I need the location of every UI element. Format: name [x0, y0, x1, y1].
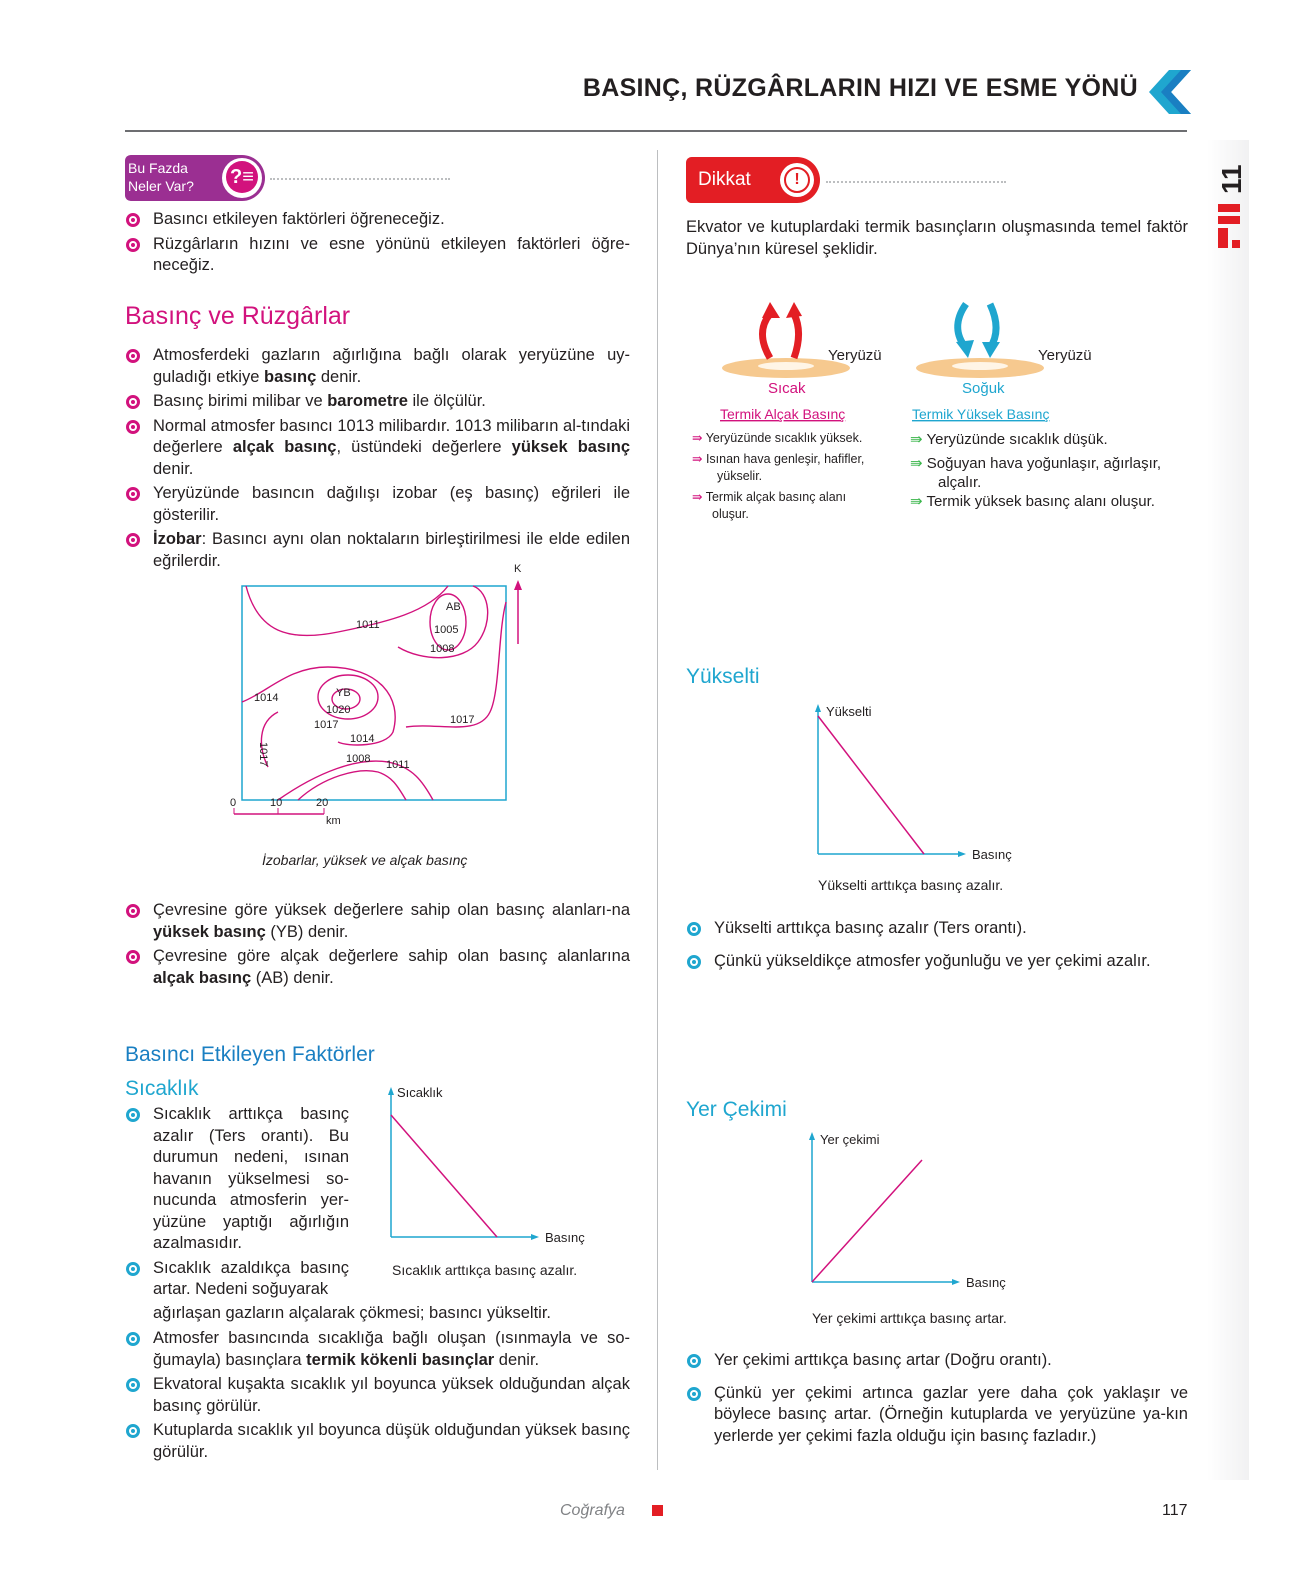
y-axis-label: Sıcaklık	[397, 1085, 443, 1100]
list-item: Basınç birimi milibar ve barometre ile ölçülür.	[125, 391, 630, 413]
arrow-icon: ⇛	[692, 452, 706, 466]
badge-line1: Bu Fazda	[128, 160, 188, 176]
chevron-left-icon	[1147, 68, 1193, 116]
list-item: Çünkü yükseldikçe atmosfer yoğunluğu ve yer çekimi azalır.	[686, 951, 1188, 973]
scale-label: km	[326, 815, 341, 827]
arrow-icon: ⇛	[910, 455, 927, 472]
scale-label: 0	[230, 797, 237, 809]
arrow-icon: ⇛	[910, 431, 927, 448]
list-item: ⇛ Termik alçak basınç alanı oluşur.	[692, 490, 847, 521]
scale-label: 20	[316, 797, 329, 809]
list-item: Sıcaklık arttıkça basınç azalır (Ters orantı). Bu durumun nedeni, ısınan havanın yükselmesi so-nucunda atmosferin yer-yüzüne yaptığı ağırlığın azalmasıdır.	[125, 1104, 349, 1255]
map-label: 1005	[434, 624, 459, 636]
state-label: Soğuk	[962, 380, 1005, 397]
list-item: Çevresine göre yüksek değerlere sahip olan basınç alanları-na yüksek basınç (YB) denir.	[125, 900, 630, 943]
low-pressure-points	[692, 430, 892, 523]
column-divider	[657, 150, 658, 1470]
altitude-list	[686, 918, 1188, 975]
arrow-icon: ⇛	[910, 493, 927, 510]
list-item: Normal atmosfer basıncı 1013 milibardır. 1013 milibarın al-tındaki değerlere alçak basınç, üstündeki değerlere yüksek basınç denir.	[125, 416, 630, 481]
map-label: AB	[446, 601, 461, 613]
diagram-title: Termik Alçak Basınç	[720, 406, 846, 422]
intro-list	[125, 209, 630, 280]
side-tab	[1207, 140, 1249, 1480]
list-item: Sıcaklık azaldıkça basınç artar. Nedeni soğuyarak	[125, 1258, 349, 1301]
list-item: Rüzgârların hızını ve esne yönünü etkileyen faktörleri öğre-neceğiz.	[125, 234, 630, 277]
gravity-chart	[806, 1130, 1016, 1290]
chart-caption: Yer çekimi arttıkça basınç artar.	[812, 1310, 1007, 1326]
map-label: 1017	[450, 714, 475, 726]
list-item: İzobar: Basıncı aynı olan noktaların birleştirilmesi ile elde edilen eğrilerdir.	[125, 529, 630, 572]
map-label: 1014	[254, 692, 279, 704]
list-item: Yer çekimi arttıkça basınç artar (Doğru orantı).	[686, 1350, 1188, 1372]
x-axis-label: Basınç	[972, 847, 1012, 862]
map-label: 1014	[350, 733, 375, 745]
dotted-line	[270, 178, 450, 180]
footer-square-icon	[652, 1505, 663, 1516]
subsection-heading: Yer Çekimi	[686, 1098, 787, 1121]
dikkat-label: Dikkat	[698, 169, 751, 190]
warning-icon: !	[780, 163, 814, 197]
diagram-title: Termik Yüksek Basınç	[912, 406, 1050, 422]
subsection-heading: Sıcaklık	[125, 1077, 199, 1100]
list-item: Ekvatoral kuşakta sıcaklık yıl boyunca yüksek olduğundan alçak basınç görülür.	[125, 1374, 630, 1417]
list-item: ⇛ Yeryüzünde sıcaklık düşük.	[910, 431, 1108, 448]
header-rule	[125, 130, 1187, 132]
map-label: YB	[336, 687, 351, 699]
list-item: ⇛ Soğuyan hava yoğunlaşır, ağırlaşır, alçalır.	[910, 455, 1162, 491]
section-heading: Basınç ve Rüzgârlar	[125, 302, 351, 330]
isobar-map	[228, 563, 538, 862]
item-continuation: ağırlaşan gazların alçalarak çökmesi; basıncı yükseltir.	[153, 1304, 552, 1322]
badge-line2: Neler Var?	[128, 178, 194, 194]
map-label: 1011	[386, 759, 410, 771]
map-label: 1017	[257, 742, 269, 767]
page-title: BASINÇ, RÜZGÂRLARIN HIZI VE ESME YÖNÜ	[582, 74, 1138, 102]
scale-label: 10	[270, 797, 283, 809]
list-item: Yükselti arttıkça basınç azalır (Ters orantı).	[686, 918, 1188, 940]
list-item: Atmosfer basıncında sıcaklığa bağlı oluşan (ısınmayla ve so-ğumayla) basınçlara termik kökenli basınçlar denir.	[125, 1328, 630, 1371]
page-number: 117	[1162, 1502, 1188, 1519]
chart-caption: Sıcaklık arttıkça basınç azalır.	[392, 1262, 578, 1278]
question-list-icon: ?≡	[222, 158, 262, 198]
north-label: K	[514, 563, 522, 575]
gravity-list	[686, 1350, 1188, 1450]
list-item: Çünkü yer çekimi artınca gazlar yere daha çok yaklaşır ve böylece basınç artar. (Örneğin kutuplarda ve yeryüzüne ya-kın yerlerde yer çekimi fazla olduğu için basınç fazladır.)	[686, 1383, 1188, 1448]
map-label: 1020	[326, 704, 351, 716]
x-axis-label: Basınç	[966, 1275, 1006, 1290]
list-item: Atmosferdeki gazların ağırlığına bağlı olarak yeryüzüne uy-guladığı etkiye basınç denir.	[125, 345, 630, 388]
section1-list	[125, 345, 630, 575]
map-label: 1011	[356, 619, 380, 631]
list-item: Çevresine göre alçak değerlere sahip olan basınç alanlarına alçak basınç (AB) denir.	[125, 946, 630, 989]
intro-badge	[125, 155, 265, 201]
section1b-list	[125, 900, 630, 992]
list-item: ⇛ Yeryüzünde sıcaklık yüksek.	[692, 431, 863, 445]
temperature-chart	[385, 1085, 595, 1245]
dikkat-text: Ekvator ve kutuplardaki termik basınçların oluşmasında temel faktör Dünya’nın küresel şeklidir.	[686, 218, 1188, 258]
section2-list	[125, 1328, 630, 1466]
list-item: Basıncı etkileyen faktörleri öğreneceğiz.	[125, 209, 630, 231]
surface-label: Yeryüzü	[828, 347, 882, 364]
dikkat-badge	[686, 157, 820, 203]
map-label: 1017	[314, 719, 339, 731]
chapter-marker	[1210, 158, 1246, 258]
subsection-heading: Yükselti	[686, 665, 760, 688]
footer-subject: Coğrafya	[560, 1502, 625, 1519]
list-item: Kutuplarda sıcaklık yıl boyunca düşük olduğundan yüksek basınç görülür.	[125, 1420, 630, 1463]
arrow-icon: ⇛	[692, 490, 706, 504]
surface-label: Yeryüzü	[1038, 347, 1092, 364]
chapter-number: 11	[1216, 164, 1247, 194]
list-item: ⇛ Isınan hava genleşir, hafifler, yükselir.	[692, 452, 865, 483]
dotted-line	[826, 181, 1006, 183]
y-axis-label: Yükselti	[826, 704, 872, 719]
map-label: 1008	[430, 643, 455, 655]
arrow-icon: ⇛	[692, 431, 706, 445]
map-label: 1008	[346, 753, 371, 765]
y-axis-label: Yer çekimi	[820, 1132, 880, 1147]
section-heading: Basıncı Etkileyen Faktörler	[125, 1043, 375, 1066]
list-item: Yeryüzünde basıncın dağılışı izobar (eş basınç) eğrileri ile gösterilir.	[125, 483, 630, 526]
high-pressure-points	[910, 430, 1190, 511]
thermal-diagram	[690, 296, 1190, 436]
map-caption: İzobarlar, yüksek ve alçak basınç	[262, 852, 468, 868]
chart-caption: Yükselti arttıkça basınç azalır.	[818, 877, 1004, 893]
temperature-item	[125, 1104, 349, 1304]
altitude-chart	[812, 702, 1022, 862]
list-item: ⇛ Termik yüksek basınç alanı oluşur.	[910, 493, 1155, 510]
x-axis-label: Basınç	[545, 1230, 585, 1245]
state-label: Sıcak	[768, 380, 806, 397]
